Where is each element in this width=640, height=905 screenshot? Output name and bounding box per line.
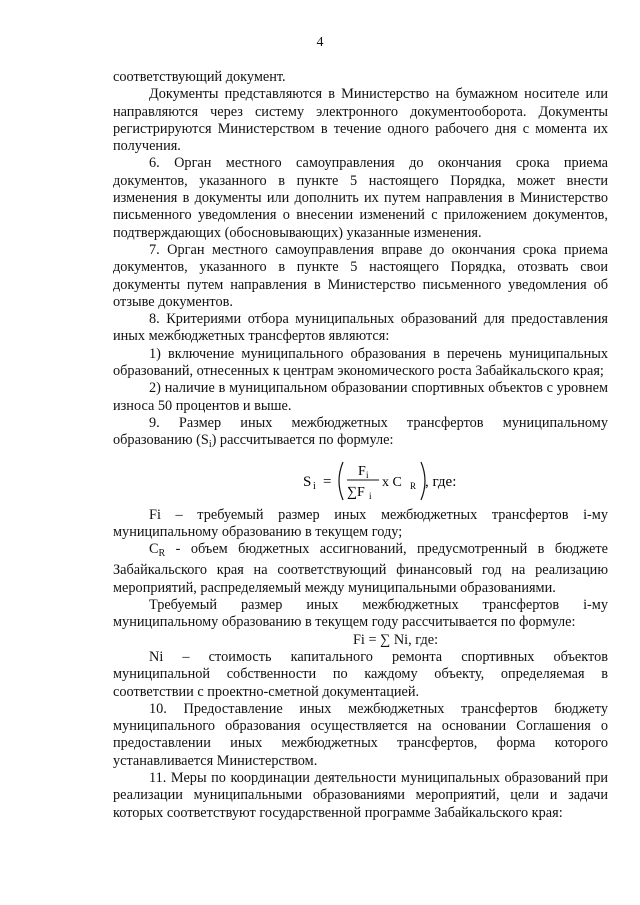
formula-tail: , где: (425, 473, 457, 490)
definition-fi: Fi – требуемый размер иных межбюджетных трансфертов i-му муниципальному образованию в текущем году; (113, 506, 608, 540)
formula-lhs-sub: i (313, 480, 316, 492)
formula-graphic (303, 458, 503, 504)
paragraph-item-6: 6. Орган местного самоуправления до окончания срока приема документов, указанного в пункте 5 настоящего Порядка, может внести изменения в документы или дополнить их путем направления в Министерство письменного уведомления о внесении изменений с приложением документов, подтверждающих (обосновывающих) указанные изменения. (113, 155, 608, 241)
page-number: 4 (316, 35, 324, 50)
paragraph-criterion-2: 2) наличие в муниципальном образовании спортивных объектов с уровнем износа 50 процентов и выше. (113, 380, 608, 414)
paragraph-item-9 (113, 415, 608, 454)
paragraph-continuation: соответствующий документ. (113, 69, 286, 85)
paragraph-item-11: 11. Меры по координации деятельности муниципальных образований при реализации муниципальными образованиями мероприятий, цели и задачи которых соответствуют государственной программе Забайкальского края: (113, 769, 608, 821)
paragraph-documents-submission: Документы представляются в Министерство на бумажном носителе или направляются через систему электронного документооборота. Документы регистрируются Министерством в течение одного рабочего дня с момента их получения. (113, 86, 608, 155)
item-9-text-b: ) рассчитывается по формуле: (211, 432, 394, 449)
formula-transfer-size (113, 458, 608, 504)
left-paren (339, 462, 343, 500)
definition-ni: Ni – стоимость капитального ремонта спортивных объектов муниципальной собственности по каждому объекту, определяемая в соответствии с проектно-сметной документацией. (113, 648, 608, 700)
formula-lhs: S (303, 473, 312, 490)
definition-cr (113, 541, 608, 597)
document-body (113, 69, 608, 822)
paragraph-item-8: 8. Критериями отбора муниципальных образований для предоставления иных межбюджетных трансфертов являются: (113, 311, 608, 345)
cr-text: - объем бюджетных ассигнований, предусмотренный в бюджете Забайкальского края на соответствующий финансовый год на реализацию мероприятий, распределяемый между муниципальными образованиями. (113, 541, 608, 596)
fraction-numerator-sub: i (366, 469, 369, 480)
paragraph-required-size: Требуемый размер иных межбюджетных трансфертов i-му муниципальному образованию в текущем году рассчитывается по формуле: (113, 597, 608, 631)
item-9-sub: i (208, 439, 212, 451)
formula-fi-sum: Fi = ∑ Ni, где: (352, 631, 439, 648)
paragraph-item-10: 10. Предоставление иных межбюджетных трансфертов бюджету муниципального образования осуществляется на основании Соглашения о предоставлении иных межбюджетных трансфертов, форма которого устанавливается Министерством. (113, 700, 608, 769)
cr-sub: R (158, 548, 166, 560)
fraction-numerator: F (358, 463, 366, 479)
paragraph-criterion-1: 1) включение муниципального образования в перечень муниципальных образований, отнесенных к центрам экономического роста Забайкальского края; (113, 345, 608, 380)
paragraph-item-7: 7. Орган местного самоуправления вправе до окончания срока приема документов, указанного в пункте 5 настоящего Порядка, отозвать свои документы путем направления в Министерство письменного уведомления об отзыве документов. (113, 241, 608, 310)
formula-times: x C (382, 474, 402, 490)
cr-symbol: C (149, 541, 159, 558)
fraction-denominator-sub: i (369, 490, 372, 501)
fraction-denominator: ∑F (347, 484, 365, 500)
formula-c-sub: R (410, 480, 417, 491)
item-9-text-a: 9. Размер иных межбюджетных трансфертов муниципальному образованию (S (113, 414, 608, 449)
svg-text:=: = (323, 473, 332, 490)
